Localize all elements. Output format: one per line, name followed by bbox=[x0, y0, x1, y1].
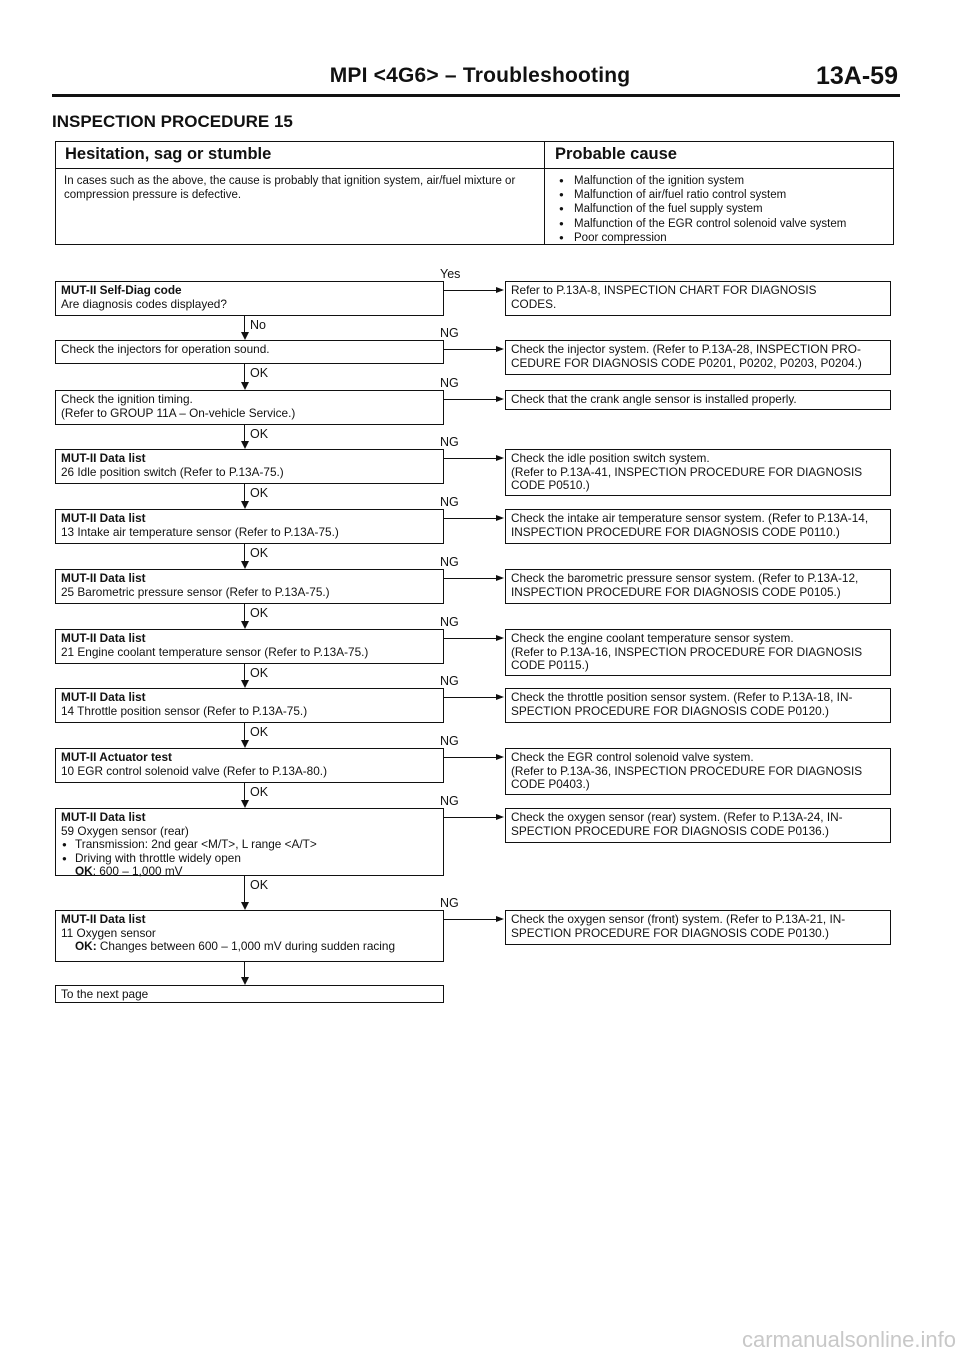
check-step-box bbox=[55, 808, 444, 876]
check-step-title: MUT-II Data list bbox=[61, 631, 146, 645]
table-divider bbox=[544, 142, 545, 244]
check-step-title: MUT-II Data list bbox=[61, 451, 146, 465]
action-text: Check the idle position switch system. bbox=[511, 451, 710, 465]
check-step-box bbox=[55, 910, 444, 962]
branch-connector bbox=[444, 697, 502, 698]
check-step-text: Check the injectors for operation sound. bbox=[61, 342, 270, 356]
next-page-box bbox=[55, 985, 444, 1003]
action-text: SPECTION PROCEDURE FOR DIAGNOSIS CODE P0136.) bbox=[511, 823, 829, 838]
branch-label: NG bbox=[440, 376, 459, 390]
action-box bbox=[505, 688, 891, 723]
flow-result-label: OK bbox=[250, 878, 269, 892]
check-step-title: MUT-II Data list bbox=[61, 690, 146, 704]
watermark: carmanualsonline.info bbox=[741, 1327, 956, 1352]
cause-item: ● Malfunction of the EGR control solenoid valve system bbox=[556, 217, 891, 231]
action-text: Check the throttle position sensor system. (Refer to P.13A-18, IN- bbox=[511, 690, 853, 704]
symptom-header: Hesitation, sag or stumble bbox=[65, 145, 272, 163]
arrow-down-icon bbox=[241, 501, 249, 509]
action-text: Refer to P.13A-8, INSPECTION CHART FOR DIAGNOSIS bbox=[511, 283, 817, 297]
branch-label: NG bbox=[440, 615, 459, 629]
action-box bbox=[505, 808, 891, 843]
branch-connector bbox=[444, 638, 502, 639]
branch-label: NG bbox=[440, 326, 459, 340]
arrow-down-icon bbox=[241, 902, 249, 910]
header-rule bbox=[52, 94, 900, 97]
action-text: Check the intake air temperature sensor system. (Refer to P.13A-14, bbox=[511, 511, 869, 525]
action-text: CODES. bbox=[511, 296, 557, 311]
branch-label: NG bbox=[440, 435, 459, 449]
flow-result-label: OK bbox=[250, 666, 269, 680]
check-step-text: 26 Idle position switch (Refer to P.13A-75.) bbox=[61, 464, 284, 479]
flow-result-label: OK bbox=[250, 785, 269, 799]
check-step-title: MUT-II Data list bbox=[61, 912, 146, 926]
table-divider bbox=[56, 168, 893, 169]
ok-criterion-value: : 600 – 1,000 mV bbox=[92, 864, 183, 878]
ok-criterion-label: OK: bbox=[75, 939, 97, 953]
action-box bbox=[505, 910, 891, 945]
page-header-title: MPI <4G6> – Troubleshooting bbox=[329, 64, 631, 87]
arrow-down-icon bbox=[241, 740, 249, 748]
branch-connector bbox=[444, 578, 502, 579]
arrow-down-icon bbox=[241, 441, 249, 449]
check-step-text: Check the ignition timing. bbox=[61, 392, 193, 406]
cause-item: ● Poor compression bbox=[556, 231, 891, 245]
check-step-title: MUT-II Actuator test bbox=[61, 750, 172, 764]
arrow-right-icon bbox=[496, 814, 504, 820]
arrow-right-icon bbox=[496, 346, 504, 352]
arrow-right-icon bbox=[496, 287, 504, 293]
action-text: Check the oxygen sensor (rear) system. (Refer to P.13A-24, IN- bbox=[511, 810, 843, 824]
check-step-box bbox=[55, 748, 444, 783]
check-step-text: 21 Engine coolant temperature sensor (Refer to P.13A-75.) bbox=[61, 644, 369, 659]
flow-result-label: OK bbox=[250, 546, 269, 560]
action-text: CODE P0115.) bbox=[511, 658, 589, 672]
action-box bbox=[505, 340, 891, 375]
action-text: Check the engine coolant temperature sensor system. bbox=[511, 631, 794, 645]
branch-connector bbox=[444, 919, 502, 920]
branch-connector bbox=[444, 399, 502, 400]
branch-label: NG bbox=[440, 555, 459, 569]
action-text: INSPECTION PROCEDURE FOR DIAGNOSIS CODE P0110.) bbox=[511, 524, 840, 539]
action-text: CODE P0403.) bbox=[511, 777, 590, 791]
action-box bbox=[505, 449, 891, 496]
flow-result-label: OK bbox=[250, 725, 269, 739]
arrow-right-icon bbox=[496, 396, 504, 402]
probable-cause-list bbox=[556, 174, 891, 245]
arrow-down-icon bbox=[241, 977, 249, 985]
action-text: SPECTION PROCEDURE FOR DIAGNOSIS CODE P0120.) bbox=[511, 703, 829, 718]
action-text: Check that the crank angle sensor is installed properly. bbox=[511, 392, 797, 406]
check-step-title: MUT-II Data list bbox=[61, 571, 146, 585]
ok-criterion bbox=[61, 865, 438, 879]
action-text: (Refer to P.13A-16, INSPECTION PROCEDURE FOR DIAGNOSIS bbox=[511, 644, 863, 659]
check-step-title: MUT-II Data list bbox=[61, 810, 146, 824]
cause-item: ● Malfunction of the ignition system bbox=[556, 174, 891, 188]
branch-connector bbox=[444, 817, 502, 818]
check-step-text: Are diagnosis codes displayed? bbox=[61, 296, 227, 311]
check-step-text: 10 EGR control solenoid valve (Refer to P.13A-80.) bbox=[61, 763, 328, 778]
next-page-text: To the next page bbox=[61, 987, 149, 1001]
check-step-text: 59 Oxygen sensor (rear) bbox=[61, 823, 189, 838]
check-step-condition: ● Transmission: 2nd gear <M/T>, L range <A/T> bbox=[61, 838, 438, 852]
symptom-description: In cases such as the above, the cause is probably that ignition system, air/fuel mixture or compression pressure is defective. bbox=[64, 175, 516, 201]
flow-result-label: OK bbox=[250, 366, 269, 380]
action-text: SPECTION PROCEDURE FOR DIAGNOSIS CODE P0130.) bbox=[511, 925, 829, 940]
flow-connector bbox=[244, 364, 245, 384]
procedure-title: INSPECTION PROCEDURE 15 bbox=[52, 112, 293, 131]
check-step-text: 11 Oxygen sensor bbox=[61, 925, 156, 940]
check-step-condition: ● Driving with throttle widely open bbox=[61, 852, 438, 866]
arrow-right-icon bbox=[496, 575, 504, 581]
branch-connector bbox=[444, 290, 502, 291]
check-step-title: MUT-II Self-Diag code bbox=[61, 283, 182, 297]
branch-label: NG bbox=[440, 734, 459, 748]
flow-result-label: No bbox=[250, 318, 266, 332]
branch-connector bbox=[444, 349, 502, 350]
check-step-text: 25 Barometric pressure sensor (Refer to P.13A-75.) bbox=[61, 584, 330, 599]
summary-table bbox=[55, 141, 894, 245]
action-text: Check the oxygen sensor (front) system. (Refer to P.13A-21, IN- bbox=[511, 912, 846, 926]
check-step-box bbox=[55, 509, 444, 544]
flow-result-label: OK bbox=[250, 606, 269, 620]
action-text: Check the injector system. (Refer to P.13A-28, INSPECTION PRO- bbox=[511, 342, 861, 356]
action-box bbox=[505, 281, 891, 316]
branch-label: NG bbox=[440, 794, 459, 808]
flow-result-label: OK bbox=[250, 486, 269, 500]
branch-label: Yes bbox=[440, 267, 461, 281]
check-step-box bbox=[55, 688, 444, 723]
action-text: Check the barometric pressure sensor system. (Refer to P.13A-12, bbox=[511, 571, 859, 585]
arrow-down-icon bbox=[241, 332, 249, 340]
action-text: CEDURE FOR DIAGNOSIS CODE P0201, P0202, P0203, P0204.) bbox=[511, 355, 862, 370]
flow-result-label: OK bbox=[250, 427, 269, 441]
action-box bbox=[505, 629, 891, 676]
ok-criterion-label: OK bbox=[75, 864, 93, 878]
check-step-box bbox=[55, 449, 444, 484]
arrow-down-icon bbox=[241, 680, 249, 688]
branch-connector bbox=[444, 757, 502, 758]
check-step-text: 13 Intake air temperature sensor (Refer to P.13A-75.) bbox=[61, 524, 339, 539]
arrow-right-icon bbox=[496, 635, 504, 641]
action-box bbox=[505, 748, 891, 795]
check-step-box bbox=[55, 569, 444, 604]
branch-connector bbox=[444, 458, 502, 459]
arrow-right-icon bbox=[496, 694, 504, 700]
flow-connector bbox=[244, 876, 245, 904]
action-text: (Refer to P.13A-36, INSPECTION PROCEDURE FOR DIAGNOSIS bbox=[511, 763, 863, 778]
branch-label: NG bbox=[440, 495, 459, 509]
check-step-box bbox=[55, 390, 444, 425]
check-step-box bbox=[55, 281, 444, 316]
action-text: INSPECTION PROCEDURE FOR DIAGNOSIS CODE P0105.) bbox=[511, 584, 841, 599]
arrow-down-icon bbox=[241, 800, 249, 808]
ok-criterion-value: Changes between 600 – 1,000 mV during sudden racing bbox=[96, 939, 396, 953]
action-box bbox=[505, 390, 891, 410]
action-box bbox=[505, 569, 891, 604]
arrow-down-icon bbox=[241, 561, 249, 569]
arrow-right-icon bbox=[496, 515, 504, 521]
branch-connector bbox=[444, 518, 502, 519]
ok-criterion bbox=[61, 940, 438, 954]
branch-label: NG bbox=[440, 674, 459, 688]
cause-item: ● Malfunction of air/fuel ratio control system bbox=[556, 188, 891, 202]
arrow-down-icon bbox=[241, 621, 249, 629]
action-text: Check the EGR control solenoid valve system. bbox=[511, 750, 754, 764]
arrow-right-icon bbox=[496, 455, 504, 461]
cause-header: Probable cause bbox=[555, 145, 677, 163]
arrow-right-icon bbox=[496, 754, 504, 760]
check-step-title: MUT-II Data list bbox=[61, 511, 146, 525]
arrow-down-icon bbox=[241, 382, 249, 390]
action-text: CODE P0510.) bbox=[511, 478, 590, 492]
action-text: (Refer to P.13A-41, INSPECTION PROCEDURE FOR DIAGNOSIS bbox=[511, 464, 863, 479]
check-step-box bbox=[55, 629, 444, 664]
cause-item: ● Malfunction of the fuel supply system bbox=[556, 202, 891, 216]
action-box bbox=[505, 509, 891, 544]
branch-label: NG bbox=[440, 896, 459, 910]
page-number: 13A-59 bbox=[816, 62, 898, 90]
check-step-text: 14 Throttle position sensor (Refer to P.13A-75.) bbox=[61, 703, 308, 718]
check-step-text: (Refer to GROUP 11A – On-vehicle Service.) bbox=[61, 405, 296, 420]
check-step-box bbox=[55, 340, 444, 364]
arrow-right-icon bbox=[496, 916, 504, 922]
